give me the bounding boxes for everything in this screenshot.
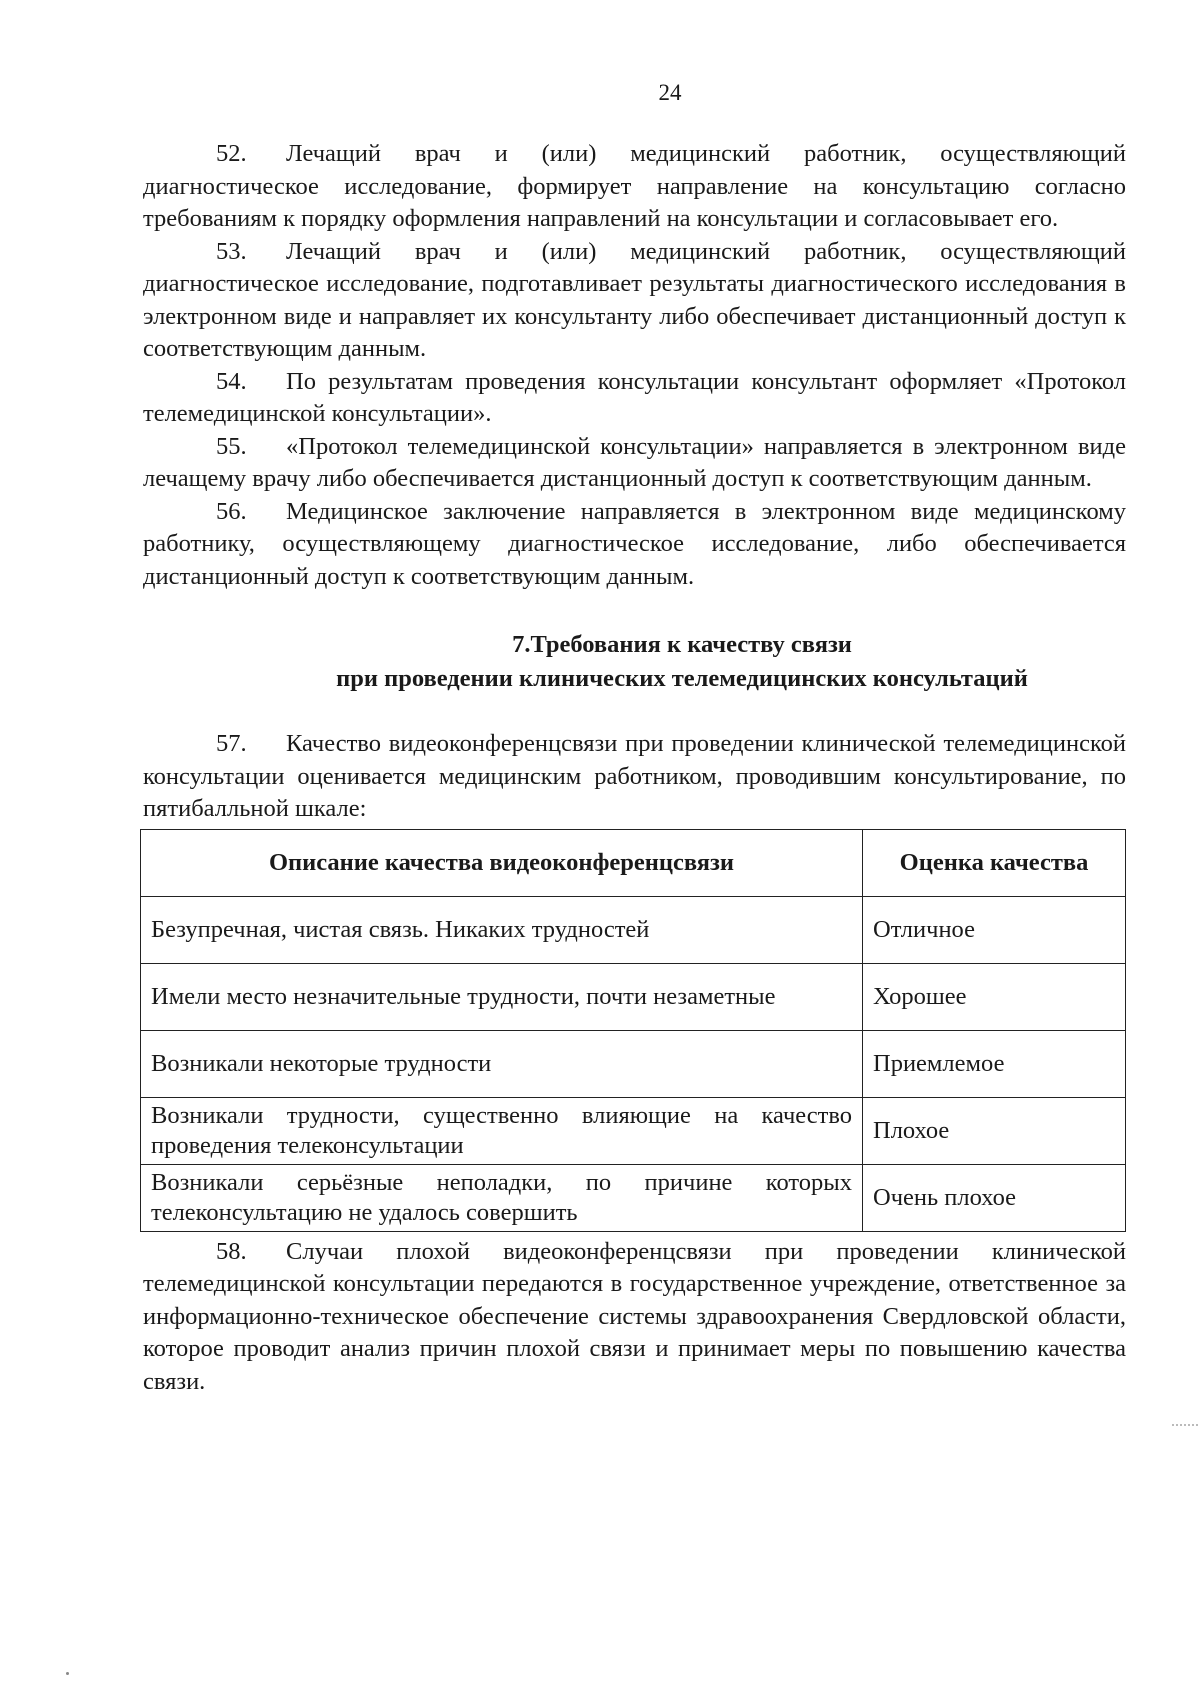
- paragraph-56: [143, 496, 1126, 594]
- paragraph-number: 54.: [216, 367, 247, 395]
- paragraph-53: [143, 236, 1126, 366]
- quality-description: Безупречная, чистая связь. Никаких трудностей: [141, 896, 863, 963]
- paragraph-57: [143, 728, 1126, 826]
- paragraph-text: Медицинское заключение направляется в электронном виде медицинскому работнику, осуществляющему диагностическое исследование, либо обеспечивается дистанционный доступ к соответствующим данным.: [143, 497, 1126, 590]
- table-header-row: [141, 829, 1126, 896]
- quality-grade: Очень плохое: [863, 1164, 1126, 1231]
- paragraph-number: 53.: [216, 237, 247, 265]
- header-description: Описание качества видеоконференцсвязи: [141, 829, 863, 896]
- scan-artifact-dot: [66, 1672, 69, 1675]
- quality-grade: Плохое: [863, 1097, 1126, 1164]
- paragraph-54: [143, 366, 1126, 431]
- paragraph-52: [143, 138, 1126, 236]
- paragraph-text: Качество видеоконференцсвязи при проведении клинической телемедицинской консультации оценивается медицинским работником, проводившим консультирование, по пятибалльной шкале:: [143, 730, 1126, 822]
- paragraph-number: 57.: [216, 730, 247, 757]
- table-row: [141, 1030, 1126, 1097]
- quality-grade: Хорошее: [863, 963, 1126, 1030]
- table-row: [141, 896, 1126, 963]
- section-title-line2: при проведении клинических телемедицинских консультаций: [336, 665, 1028, 692]
- quality-grade: Приемлемое: [863, 1030, 1126, 1097]
- paragraph-55: [143, 431, 1126, 496]
- table-row: [141, 1164, 1126, 1231]
- quality-grade: Отличное: [863, 896, 1126, 963]
- scan-artifact-dots: [1172, 1424, 1198, 1426]
- paragraph-text: По результатам проведения консультации консультант оформляет «Протокол телемедицинской консультации».: [143, 367, 1126, 427]
- paragraph-text: Лечащий врач и (или) медицинский работник, осуществляющий диагностическое исследование, формирует направление на консультацию согласно требованиям к порядку оформления направлений на консультации и согласовывает его.: [143, 140, 1126, 232]
- table-row: [141, 963, 1126, 1030]
- paragraph-number: 52.: [216, 140, 247, 167]
- quality-description: Возникали трудности, существенно влияющие на качество проведения телеконсультации: [141, 1097, 863, 1164]
- quality-table: [140, 829, 1126, 1232]
- paragraph-text: «Протокол телемедицинской консультации» направляется в электронном виде лечащему врачу либо обеспечивается дистанционный доступ к соответствующим данным.: [143, 432, 1126, 492]
- paragraph-58: [143, 1236, 1126, 1399]
- quality-description: Возникали некоторые трудности: [141, 1030, 863, 1097]
- paragraph-number: 58.: [216, 1237, 247, 1265]
- header-grade: Оценка качества: [863, 829, 1126, 896]
- quality-description: Возникали серьёзные неполадки, по причине которых телеконсультацию не удалось совершить: [141, 1164, 863, 1231]
- paragraph-number: 55.: [216, 432, 247, 460]
- paragraph-text: Случаи плохой видеоконференцсвязи при проведении клинической телемедицинской консультации передаются в государственное учреждение, ответственное за информационно-техническое обеспечение системы здравоохранения Свердловской области, которое проводит анализ причин плохой связи и принимает меры по повышению качества связи.: [143, 1237, 1126, 1395]
- paragraph-text: Лечащий врач и (или) медицинский работник, осуществляющий диагностическое исследование, подготавливает результаты диагностического исследования в электронном виде и направляет их консультанту либо обеспечивает дистанционный доступ к соответствующим данным.: [143, 237, 1126, 362]
- table-row: [141, 1097, 1126, 1164]
- section-heading: [143, 628, 1126, 696]
- section-title-line1: 7.Требования к качеству связи: [512, 631, 852, 658]
- document-body: [143, 138, 1126, 1398]
- quality-description: Имели место незначительные трудности, почти незаметные: [141, 963, 863, 1030]
- paragraph-number: 56.: [216, 497, 247, 525]
- page-number: 24: [658, 80, 682, 105]
